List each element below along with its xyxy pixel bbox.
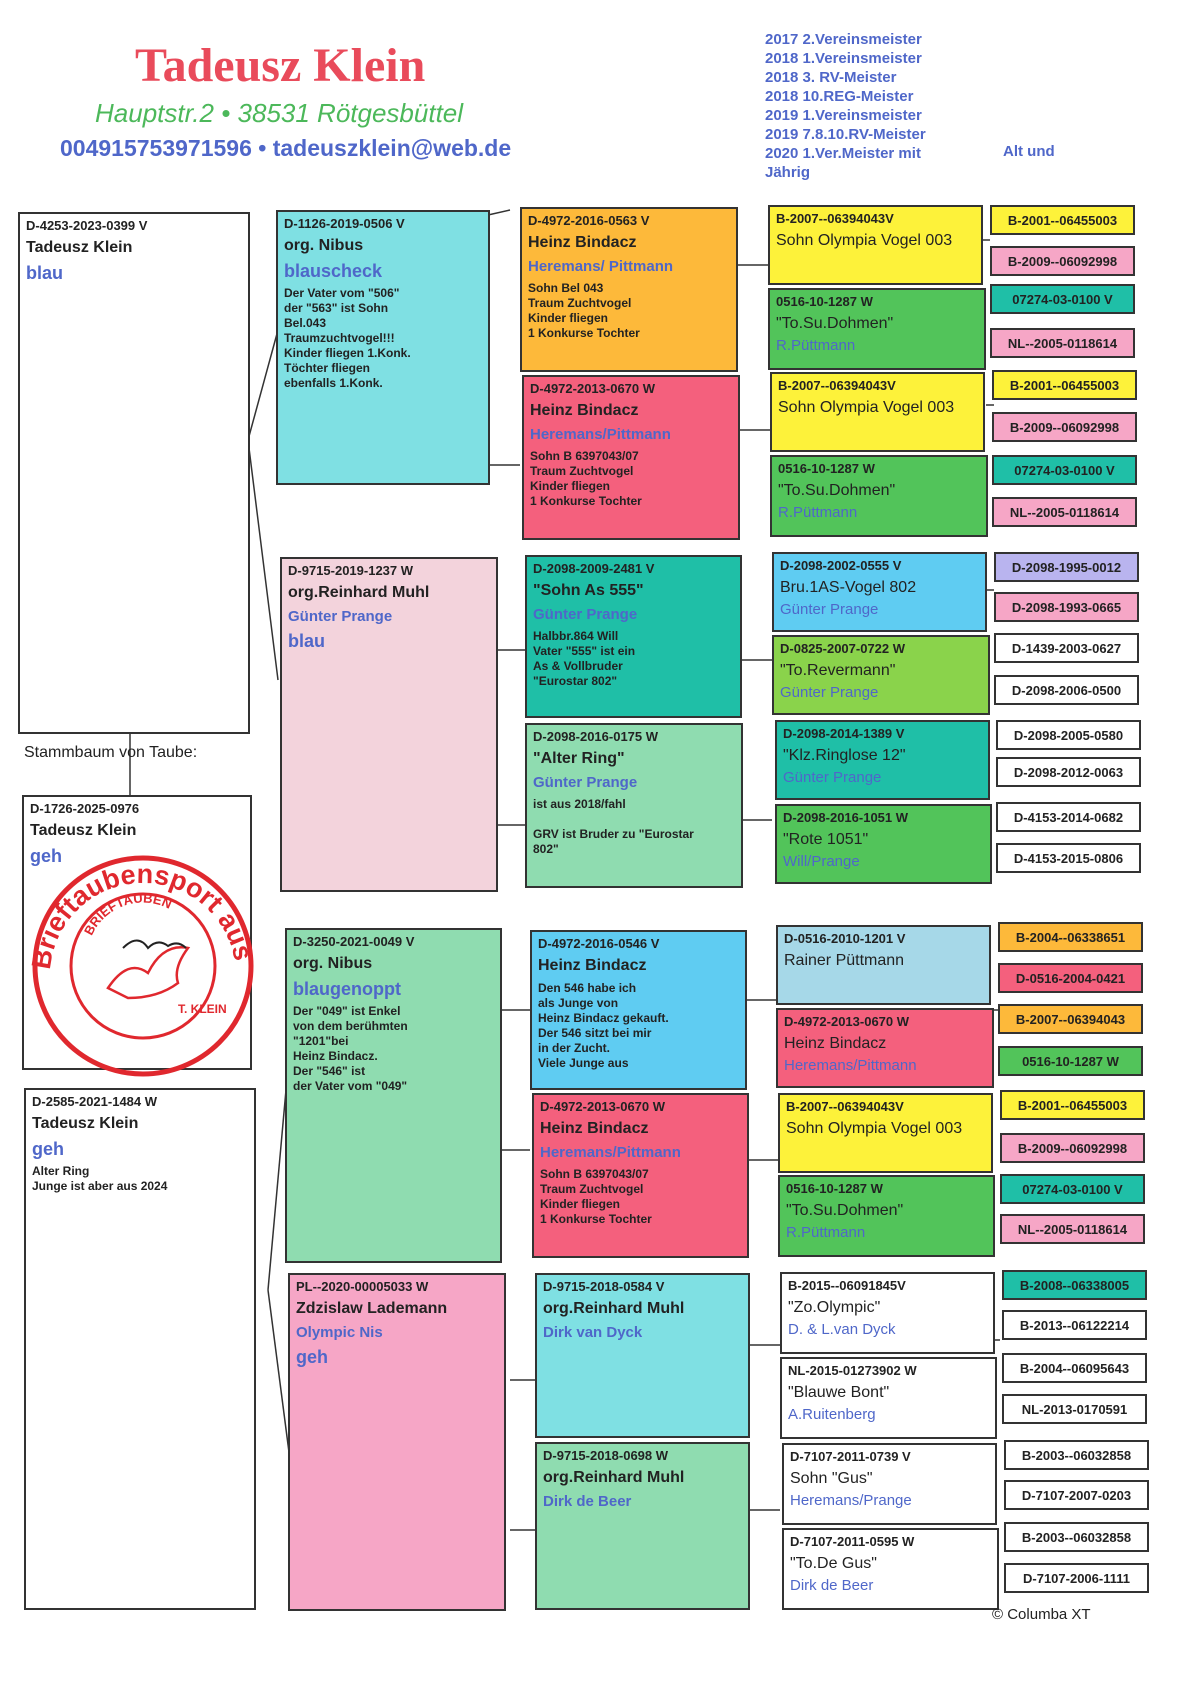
pigeon-name: "Klz.Ringlose 12": [783, 747, 906, 764]
ancestor-ring: D-0516-2004-0421: [998, 963, 1143, 993]
ring-number: D-9715-2018-0584 V: [543, 1279, 665, 1294]
pigeon-breeder: Günter Prange: [533, 774, 638, 791]
great-grandparent-box: [780, 1357, 997, 1439]
title-line: 2019 1.Vereinsmeister: [765, 107, 922, 124]
parent-box: [276, 210, 490, 485]
great-grandparent-box: [772, 635, 990, 715]
pigeon-breeder: Heremans/Pittmann: [540, 1144, 681, 1161]
great-grandparent-box: [778, 1175, 995, 1257]
grandparent-box: [525, 555, 742, 718]
ancestor-ring: B-2009--06092998: [992, 412, 1137, 442]
pigeon-breeder: Heremans/Prange: [790, 1492, 912, 1509]
ring-number: D-2585-2021-1484 W: [32, 1094, 158, 1109]
pigeon-name: Rainer Püttmann: [784, 952, 905, 969]
pigeon-name: org.Reinhard Muhl: [543, 1469, 685, 1486]
great-grandparent-box: [775, 720, 990, 800]
pigeon-name: org.Reinhard Muhl: [543, 1300, 685, 1317]
ring-number: D-2098-2009-2481 V: [533, 561, 655, 576]
pigeon-breeder: A.Ruitenberg: [788, 1406, 876, 1423]
titles-list: [765, 30, 926, 182]
title-line: 2018 3. RV-Meister: [765, 69, 897, 86]
footer-credit: © Columba XT: [992, 1606, 1091, 1623]
ring-number: NL-2015-01273902 W: [788, 1363, 917, 1378]
ring-number: 0516-10-1287 W: [778, 461, 875, 476]
third-pigeon-box: [24, 1088, 256, 1610]
ancestor-ring: NL--2005-0118614: [992, 497, 1137, 527]
pigeon-color: geh: [296, 1347, 329, 1367]
ancestor-ring: B-2004--06095643: [1002, 1353, 1147, 1383]
ancestor-ring: 07274-03-0100 V: [990, 284, 1135, 314]
ring-number: D-2098-2016-1051 W: [783, 810, 909, 825]
pigeon-name: Sohn Olympia Vogel 003: [778, 399, 955, 416]
pigeon-name: Zdzislaw Lademann: [296, 1300, 448, 1317]
pigeon-name: Sohn "Gus": [790, 1470, 873, 1487]
ring-number: D-1126-2019-0506 V: [284, 216, 405, 231]
ring-number: D-7107-2011-0739 V: [790, 1449, 911, 1464]
ring-number: D-4972-2013-0670 W: [540, 1099, 666, 1114]
ring-number: D-2098-2016-0175 W: [533, 729, 659, 744]
ring-number: D-2098-2014-1389 V: [783, 726, 905, 741]
ancestor-ring: D-2098-1993-0665: [994, 592, 1139, 622]
great-grandparent-box: [770, 372, 985, 452]
stamp-inner-bottom: T. KLEIN: [178, 1002, 227, 1016]
ancestor-ring: D-4153-2015-0806: [996, 843, 1141, 873]
ancestor-ring: D-2098-2012-0063: [996, 757, 1141, 787]
pigeon-note: Der "049" ist Enkel von dem berühmten "1201"bei Heinz Bindacz. Der "546" ist der Vater vom "049": [293, 1004, 408, 1093]
pigeon-name: "Zo.Olympic": [788, 1299, 881, 1316]
ancestor-ring: B-2008--06338005: [1002, 1270, 1147, 1300]
great-grandparent-box: [776, 1008, 994, 1088]
grandparent-box: [520, 207, 738, 372]
pigeon-name: org. Nibus: [284, 237, 364, 254]
pigeon-note: Den 546 habe ich als Junge von Heinz Bindacz gekauft. Der 546 sitzt bei mir in der Zucht. Viele Junge aus: [538, 981, 669, 1070]
pigeon-breeder: Günter Prange: [780, 684, 879, 701]
ring-number: D-9715-2019-1237 W: [288, 563, 414, 578]
pigeon-breeder: Günter Prange: [780, 601, 879, 618]
ancestor-ring: B-2013--06122214: [1002, 1310, 1147, 1340]
pigeon-color: geh: [30, 846, 63, 866]
pigeon-note: Der Vater vom "506" der "563" ist Sohn Bel.043 Traumzuchtvogel!!! Kinder fliegen 1.Konk. Töchter fliegen ebenfalls 1.Konk.: [284, 286, 411, 390]
title-line: Jährig: [765, 164, 811, 181]
ring-number: D-9715-2018-0698 W: [543, 1448, 669, 1463]
grandparent-box: [530, 930, 747, 1090]
ancestor-ring: D-1439-2003-0627: [994, 633, 1139, 663]
ancestor-ring: D-2098-2006-0500: [994, 675, 1139, 705]
pigeon-breeder: Dirk de Beer: [790, 1577, 874, 1594]
ring-number: D-4972-2016-0546 V: [538, 936, 660, 951]
pigeon-name: "To.Su.Dohmen": [776, 315, 894, 332]
pigeon-name: Tadeusz Klein: [32, 1115, 139, 1132]
ring-number: B-2007--06394043V: [776, 211, 894, 226]
parent-box: [280, 557, 498, 892]
ancestor-ring: B-2001--06455003: [1000, 1090, 1145, 1120]
pigeon-note: Sohn Bel 043 Traum Zuchtvogel Kinder fliegen 1 Konkurse Tochter: [528, 281, 640, 340]
pigeon-color: geh: [32, 1139, 65, 1159]
pigeon-name: Heinz Bindacz: [540, 1120, 649, 1137]
ancestor-ring: NL--2005-0118614: [1000, 1214, 1145, 1244]
pigeon-breeder: Heremans/ Pittmann: [528, 258, 674, 275]
great-grandparent-box: [782, 1443, 997, 1525]
pigeon-breeder: Heremans/Pittmann: [784, 1057, 917, 1074]
ring-number: D-1726-2025-0976: [30, 801, 140, 816]
pigeon-name: Bru.1AS-Vogel 802: [780, 579, 917, 596]
ring-number: 0516-10-1287 W: [786, 1181, 883, 1196]
pigeon-name: Heinz Bindacz: [530, 402, 639, 419]
ancestor-ring: B-2003--06032858: [1004, 1522, 1149, 1552]
parent-box: [288, 1273, 506, 1611]
owner-title: Tadeusz Klein: [135, 39, 426, 92]
grandparent-box: [535, 1442, 750, 1610]
pigeon-name: "Alter Ring": [533, 750, 625, 767]
ring-number: PL--2020-00005033 W: [296, 1279, 429, 1294]
stamp-inner-top: BRIEFTAUBEN: [80, 890, 175, 938]
pigeon-note: Alter Ring Junge ist aber aus 2024: [32, 1164, 168, 1193]
pigeon-color: blauscheck: [284, 261, 383, 281]
pigeon-name: Heinz Bindacz: [538, 957, 647, 974]
grandparent-box: [532, 1093, 749, 1258]
club-stamp: [28, 848, 258, 1078]
ancestor-ring: 07274-03-0100 V: [1000, 1174, 1145, 1204]
great-grandparent-box: [768, 288, 986, 370]
pigeon-breeder: D. & L.van Dyck: [788, 1321, 896, 1338]
ring-number: B-2007--06394043V: [778, 378, 896, 393]
title-line: 2017 2.Vereinsmeister: [765, 31, 922, 48]
grandparent-box: [525, 723, 743, 888]
title-line: 2019 7.8.10.RV-Meister: [765, 126, 926, 143]
ancestor-ring: D-2098-1995-0012: [994, 552, 1139, 582]
great-grandparent-box: [776, 925, 991, 1005]
pigeon-name: org.Reinhard Muhl: [288, 584, 430, 601]
pigeon-name: "Rote 1051": [783, 831, 869, 848]
ring-number: D-0825-2007-0722 W: [780, 641, 906, 656]
great-grandparent-box: [772, 552, 987, 632]
pigeon-name: Sohn Olympia Vogel 003: [786, 1120, 963, 1137]
ring-number: B-2007--06394043V: [786, 1099, 904, 1114]
pedigree-label: Stammbaum von Taube:: [24, 744, 198, 761]
title-line: 2020 1.Ver.Meister mit: [765, 145, 921, 162]
ancestor-ring: B-2009--06092998: [1000, 1133, 1145, 1163]
pigeon-breeder: Will/Prange: [783, 853, 860, 870]
pigeon-note: Sohn B 6397043/07 Traum Zuchtvogel Kinder fliegen 1 Konkurse Tochter: [530, 449, 642, 508]
grandparent-box: [522, 375, 740, 540]
ring-number: D-0516-2010-1201 V: [784, 931, 906, 946]
pigeon-breeder: Heremans/Pittmann: [530, 426, 671, 443]
ring-number: 0516-10-1287 W: [776, 294, 873, 309]
great-grandparent-box: [780, 1272, 995, 1354]
pigeon-name: "Sohn As 555": [533, 582, 644, 599]
pigeon-name: Tadeusz Klein: [30, 822, 137, 839]
great-grandparent-box: [770, 455, 988, 537]
ancestor-ring: B-2009--06092998: [990, 246, 1135, 276]
pigeon-name: "To.Revermann": [780, 662, 896, 679]
title-line: 2018 10.REG-Meister: [765, 88, 914, 105]
pigeon-name: org. Nibus: [293, 955, 373, 972]
grandparent-box: [535, 1273, 750, 1438]
great-grandparent-box: [775, 804, 992, 884]
ancestor-ring: NL--2005-0118614: [990, 328, 1135, 358]
pigeon-note: Sohn B 6397043/07 Traum Zuchtvogel Kinder fliegen 1 Konkurse Tochter: [540, 1167, 652, 1226]
ancestor-ring: D-7107-2006-1111: [1004, 1563, 1149, 1593]
pigeon-name: Tadeusz Klein: [26, 239, 133, 256]
pigeon-name: Sohn Olympia Vogel 003: [776, 232, 953, 249]
pigeon-breeder: Günter Prange: [783, 769, 882, 786]
great-grandparent-box: [768, 205, 983, 285]
ring-number: D-2098-2002-0555 V: [780, 558, 902, 573]
ancestor-ring: 0516-10-1287 W: [998, 1046, 1143, 1076]
pigeon-name: Heinz Bindacz: [784, 1035, 887, 1052]
owner-contact: 004915753971596 • tadeuszklein@web.de: [60, 135, 512, 161]
pigeon-name: "To.De Gus": [790, 1555, 877, 1572]
side-note: Alt und: [1003, 143, 1055, 160]
parent-box: [285, 928, 502, 1263]
ancestor-ring: D-4153-2014-0682: [996, 802, 1141, 832]
main-pigeon-box: [18, 212, 250, 734]
ring-number: D-4253-2023-0399 V: [26, 218, 148, 233]
pigeon-name: "To.Su.Dohmen": [786, 1202, 904, 1219]
pigeon-note: ist aus 2018/fahl GRV ist Bruder zu "Eurostar 802": [533, 797, 694, 856]
ancestor-ring: 07274-03-0100 V: [992, 455, 1137, 485]
pigeon-breeder: Olympic Nis: [296, 1324, 383, 1341]
pigeon-color: blau: [288, 631, 326, 651]
ancestor-ring: B-2004--06338651: [998, 922, 1143, 952]
owner-address: Hauptstr.2 • 38531 Rötgesbüttel: [95, 98, 464, 128]
title-line: 2018 1.Vereinsmeister: [765, 50, 922, 67]
pigeon-breeder: R.Püttmann: [778, 504, 858, 521]
ancestor-ring: NL-2013-0170591: [1002, 1394, 1147, 1424]
ancestor-ring: D-7107-2007-0203: [1004, 1480, 1149, 1510]
ancestor-ring: B-2003--06032858: [1004, 1440, 1149, 1470]
ring-number: D-7107-2011-0595 W: [790, 1534, 915, 1549]
pigeon-note: Halbbr.864 Will Vater "555" ist ein As & Vollbruder "Eurostar 802": [533, 629, 636, 688]
pigeon-breeder: Dirk de Beer: [543, 1493, 632, 1510]
pigeon-color: blau: [26, 263, 64, 283]
pigeon-breeder: Dirk van Dyck: [543, 1324, 643, 1341]
pigeon-breeder: R.Püttmann: [786, 1224, 866, 1241]
pigeon-breeder: Günter Prange: [533, 606, 638, 623]
stamp-outer-text: Brieftaubensport aus: [28, 858, 258, 972]
great-grandparent-box: [782, 1528, 999, 1610]
ancestor-ring: B-2001--06455003: [992, 370, 1137, 400]
pigeon-color: blaugenoppt: [293, 979, 401, 999]
ring-number: D-4972-2013-0670 W: [784, 1014, 910, 1029]
ancestor-ring: B-2001--06455003: [990, 205, 1135, 235]
ring-number: D-3250-2021-0049 V: [293, 934, 415, 949]
dove-icon: [108, 947, 188, 998]
ancestor-ring: B-2007--06394043: [998, 1004, 1143, 1034]
pigeon-name: "Blauwe Bont": [788, 1384, 890, 1401]
pigeon-breeder: R.Püttmann: [776, 337, 856, 354]
pigeon-breeder: Günter Prange: [288, 608, 393, 625]
great-grandparent-box: [778, 1093, 993, 1173]
pigeon-name: "To.Su.Dohmen": [778, 482, 896, 499]
pigeon-name: Heinz Bindacz: [528, 234, 637, 251]
ring-number: D-4972-2013-0670 W: [530, 381, 656, 396]
svg-text:Brieftaubensport aus Leidensch: [28, 848, 258, 971]
ring-number: D-4972-2016-0563 V: [528, 213, 650, 228]
ancestor-ring: D-2098-2005-0580: [996, 720, 1141, 750]
ring-number: B-2015--06091845V: [788, 1278, 906, 1293]
